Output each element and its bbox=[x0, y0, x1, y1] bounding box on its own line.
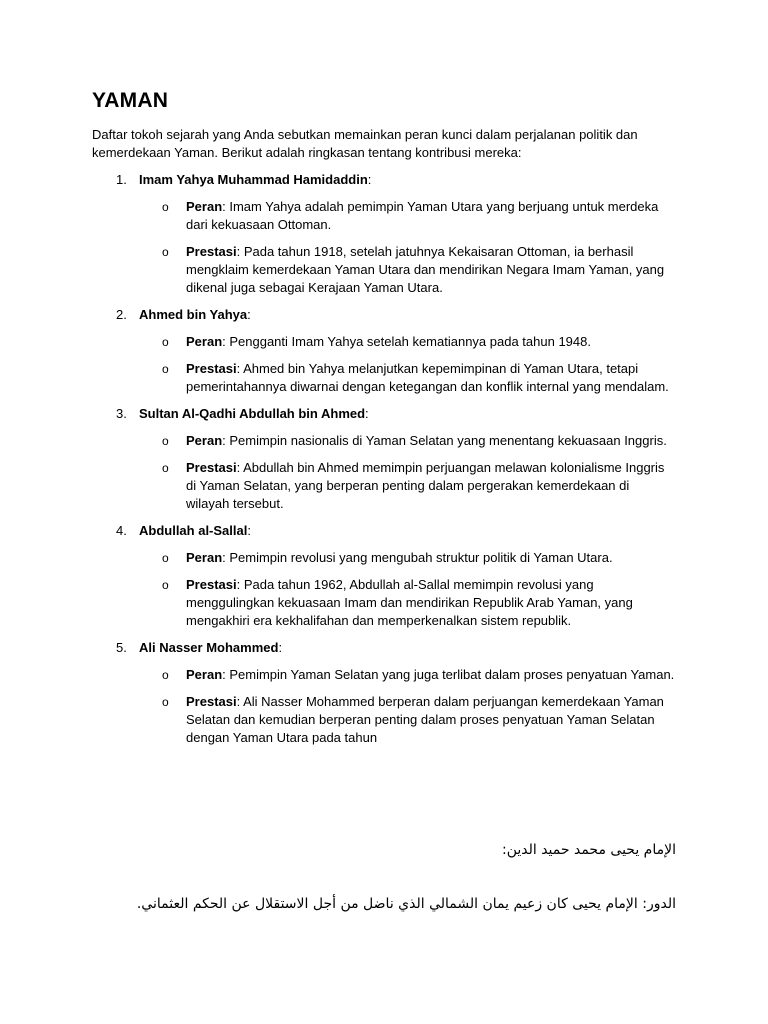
arabic-role-line: الدور: الإمام يحيى كان زعيم يمان الشمالي الذي ناضل من أجل الاستقلال عن الحكم العثماني. bbox=[136, 896, 676, 912]
figure-name: Ahmed bin Yahya bbox=[139, 307, 248, 322]
list-item bbox=[0, 639, 768, 747]
list-item bbox=[0, 306, 768, 396]
name-suffix: : bbox=[365, 406, 369, 421]
item-number: 1. bbox=[116, 172, 127, 187]
peran-bullet bbox=[0, 198, 768, 234]
peran-text: : Imam Yahya adalah pemimpin Yaman Utara yang berjuang untuk merdeka dari kekuasaan Ottoman. bbox=[186, 199, 659, 232]
circle-bullet-icon: o bbox=[162, 695, 169, 709]
name-suffix: : bbox=[367, 172, 372, 187]
circle-bullet-icon: o bbox=[162, 668, 169, 682]
item-number: 2. bbox=[116, 307, 127, 322]
peran-bullet bbox=[0, 333, 768, 351]
prestasi-text: : Pada tahun 1918, setelah jatuhnya Kekaisaran Ottoman, ia berhasil mengklaim kemerdekaan Yaman Utara dan mendirikan Negara Imam Yaman, yang dikenal juga sebagai Kerajaan Yaman Utara. bbox=[186, 244, 665, 295]
circle-bullet-icon: o bbox=[162, 434, 169, 448]
figures-list bbox=[0, 171, 768, 747]
circle-bullet-icon: o bbox=[162, 551, 169, 565]
name-suffix: : bbox=[278, 640, 283, 655]
prestasi-bullet bbox=[0, 693, 768, 747]
item-number: 5. bbox=[116, 640, 127, 655]
peran-label: Peran bbox=[186, 667, 223, 682]
prestasi-label: Prestasi bbox=[186, 361, 237, 376]
prestasi-label: Prestasi bbox=[186, 244, 237, 259]
intro-paragraph: Daftar tokoh sejarah yang Anda sebutkan memainkan peran kunci dalam perjalanan politik dan kemerdekaan Yaman. Berikut adalah ringkasan tentang kontribusi mereka: bbox=[92, 127, 638, 160]
peran-text: : Pemimpin nasionalis di Yaman Selatan yang menentang kekuasaan Inggris. bbox=[222, 433, 667, 448]
peran-label: Peran bbox=[186, 199, 223, 214]
circle-bullet-icon: o bbox=[162, 362, 169, 376]
peran-bullet bbox=[0, 549, 768, 567]
document-title: YAMAN bbox=[92, 89, 169, 112]
figure-name: Ali Nasser Mohammed bbox=[139, 640, 279, 655]
figure-name: Abdullah al-Sallal bbox=[139, 523, 248, 538]
peran-text: : Pengganti Imam Yahya setelah kematiannya pada tahun 1948. bbox=[222, 334, 591, 349]
circle-bullet-icon: o bbox=[162, 200, 169, 214]
prestasi-bullet bbox=[0, 576, 768, 630]
figure-name: Sultan Al-Qadhi Abdullah bin Ahmed bbox=[139, 406, 366, 421]
peran-text: : Pemimpin Yaman Selatan yang juga terlibat dalam proses penyatuan Yaman. bbox=[222, 667, 675, 682]
prestasi-bullet bbox=[0, 360, 768, 396]
name-suffix: : bbox=[247, 523, 251, 538]
peran-bullet bbox=[0, 432, 768, 450]
circle-bullet-icon: o bbox=[162, 245, 169, 259]
peran-bullet bbox=[0, 666, 768, 684]
prestasi-text: : Pada tahun 1962, Abdullah al-Sallal memimpin revolusi yang menggulingkan kekuasaan Imam dan mendirikan Republik Arab Yaman, yang mengakhiri era kekhalifahan dan memperkenalkan sistem republik. bbox=[186, 577, 633, 628]
prestasi-bullet bbox=[0, 459, 768, 513]
circle-bullet-icon: o bbox=[162, 461, 169, 475]
arabic-heading: الإمام يحيى محمد حميد الدين: bbox=[501, 842, 676, 858]
prestasi-label: Prestasi bbox=[186, 460, 237, 475]
item-number: 4. bbox=[116, 523, 127, 538]
peran-label: Peran bbox=[186, 550, 223, 565]
circle-bullet-icon: o bbox=[162, 335, 169, 349]
peran-text: : Pemimpin revolusi yang mengubah struktur politik di Yaman Utara. bbox=[222, 550, 613, 565]
peran-label: Peran bbox=[186, 433, 223, 448]
prestasi-text: : Abdullah bin Ahmed memimpin perjuangan melawan kolonialisme Inggris di Yaman Selatan, yang berperan penting dalam pergerakan kemerdekaan di wilayah tersebut. bbox=[186, 460, 665, 511]
item-number: 3. bbox=[116, 406, 127, 421]
prestasi-label: Prestasi bbox=[186, 694, 237, 709]
prestasi-label: Prestasi bbox=[186, 577, 237, 592]
circle-bullet-icon: o bbox=[162, 578, 169, 592]
prestasi-text: : Ali Nasser Mohammed berperan dalam perjuangan kemerdekaan Yaman Selatan dan kemudian berperan penting dalam proses penyatuan Yaman Selatan dengan Yaman Utara pada tahun bbox=[186, 694, 664, 745]
figure-name: Imam Yahya Muhammad Hamidaddin bbox=[139, 172, 368, 187]
prestasi-text: : Ahmed bin Yahya melanjutkan kepemimpinan di Yaman Utara, tetapi pemerintahannya diwarnai dengan ketegangan dan konflik internal yang mendalam. bbox=[186, 361, 669, 394]
list-item bbox=[0, 522, 768, 630]
name-suffix: : bbox=[247, 307, 251, 322]
peran-label: Peran bbox=[186, 334, 223, 349]
list-item bbox=[0, 405, 768, 513]
prestasi-bullet bbox=[0, 243, 768, 297]
list-item bbox=[0, 171, 768, 297]
